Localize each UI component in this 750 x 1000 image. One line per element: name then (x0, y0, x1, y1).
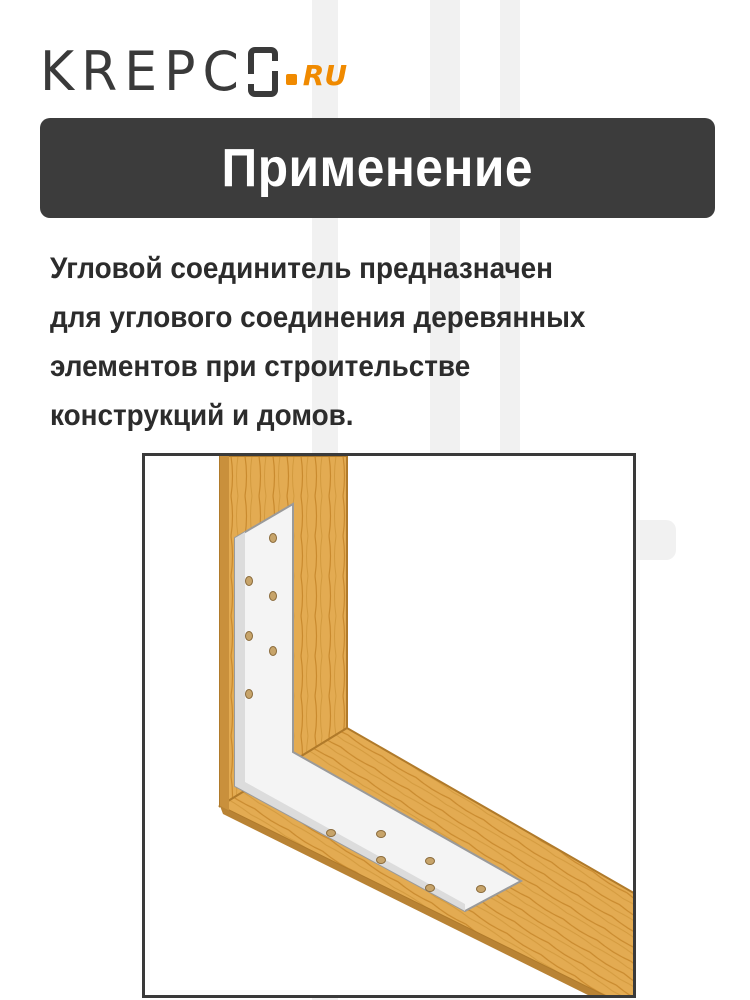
logo-wordmark: KREPC (40, 40, 246, 104)
brand-logo (40, 40, 347, 104)
banner-title: Применение (221, 138, 534, 198)
description-line: Угловой соединитель предназначен (50, 252, 554, 285)
description-line: для углового соединения деревянных (50, 301, 586, 334)
product-illustration (142, 453, 636, 998)
description-line: конструкций и домов. (50, 399, 354, 432)
angle-bracket-on-wood-icon (145, 456, 636, 998)
logo-dot-icon (286, 74, 297, 85)
description-line: элементов при строительстве (50, 350, 471, 383)
logo-o-mark-icon (248, 47, 278, 97)
section-banner (40, 118, 715, 218)
logo-domain-suffix: RU (302, 59, 348, 92)
description-text (50, 244, 710, 440)
